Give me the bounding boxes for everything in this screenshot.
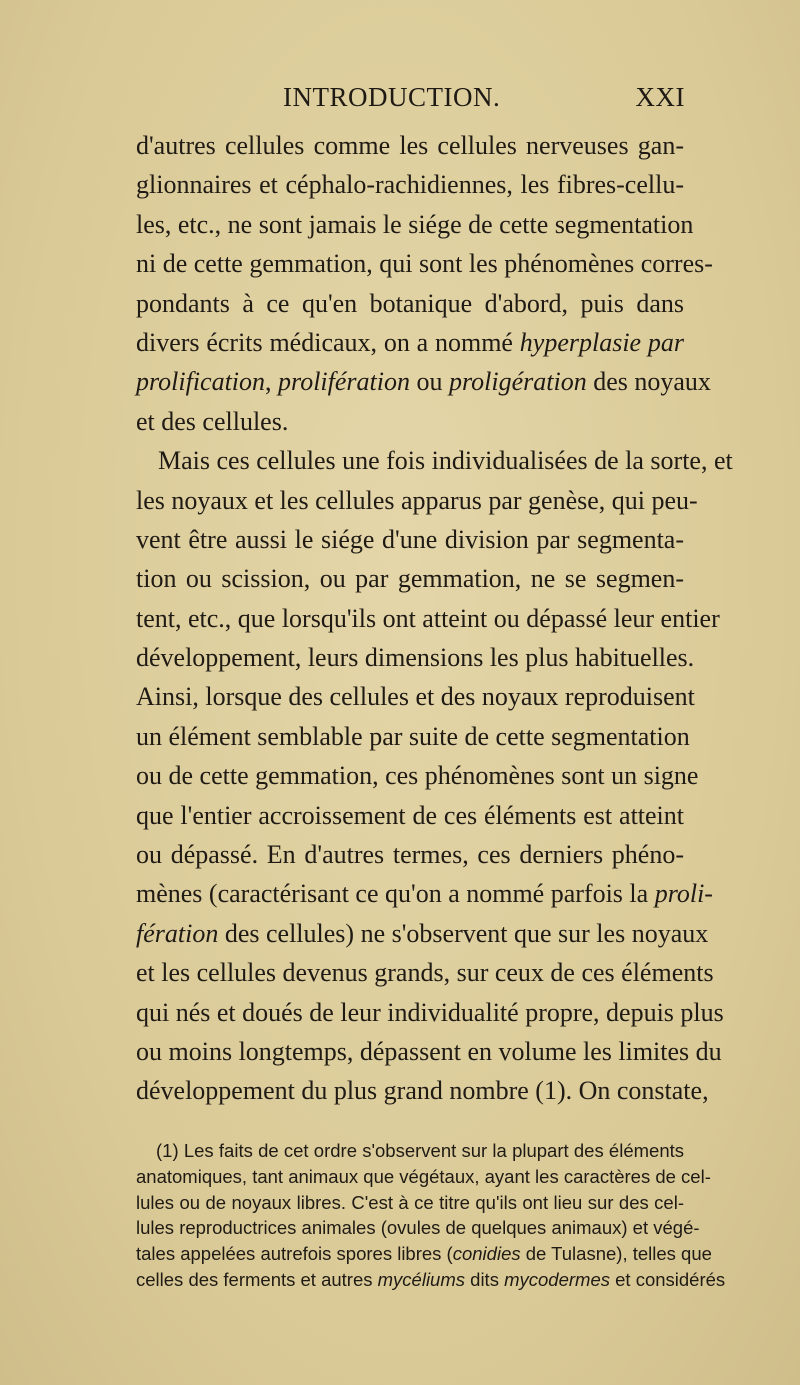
text-line [136, 323, 684, 362]
text-line: vent être aussi le siége d'une division par segmenta- [136, 524, 684, 554]
italic-term: mycodermes [504, 1268, 610, 1290]
footnote-line [136, 1267, 726, 1293]
footnote [136, 1138, 726, 1293]
footnote-line [136, 1241, 712, 1267]
text-run: celles des ferments et autres [136, 1268, 373, 1290]
text-run: tales appelées autrefois spores libres ( [136, 1243, 453, 1265]
text-run: et considérés [609, 1268, 726, 1290]
text-line [136, 874, 713, 913]
footnote-line: lules ou de noyaux libres. C'est à ce titre qu'ils ont lieu sur des cel- [136, 1191, 684, 1213]
text-line: tent, etc., que lorsqu'ils ont atteint ou dépassé leur entier [136, 603, 720, 633]
italic-term: prolification [136, 367, 266, 397]
text-line: et les cellules devenus grands, sur ceux de ces éléments [136, 958, 714, 988]
text-line: Mais ces cellules une fois individualisées de la sorte, et [158, 446, 733, 476]
text-line: ou de cette gemmation, ces phénomènes sont un signe [136, 761, 699, 791]
italic-term: hyperplasie par [519, 327, 685, 357]
footnote-line: anatomiques, tant animaux que végétaux, ayant les caractères de cel- [136, 1165, 711, 1187]
text-line: les noyaux et les cellules apparus par genèse, qui peu- [136, 485, 698, 515]
text-line [136, 914, 709, 953]
text-run: divers écrits médicaux, on a nommé [136, 327, 513, 357]
page-number: XXI [635, 82, 685, 112]
text-line: glionnaires et céphalo-rachidiennes, les fibres-cellu- [136, 170, 684, 200]
italic-term: mycéliums [377, 1268, 466, 1290]
page-header [283, 82, 685, 118]
text-line: ou dépassé. En d'autres termes, ces derniers phéno- [136, 840, 684, 870]
text-run: ou [409, 367, 449, 397]
running-title: INTRODUCTION. [283, 82, 501, 112]
text-line: les, etc., ne sont jamais le siége de cette segmentation [136, 209, 694, 239]
body-text [136, 126, 733, 1111]
text-line: un élément semblable par suite de cette segmentation [136, 721, 690, 751]
text-line: tion ou scission, ou par gemmation, ne se segmen- [136, 564, 684, 594]
footnote-line: (1) Les faits de cet ordre s'observent sur la plupart des éléments [156, 1140, 684, 1161]
text-line: et des cellules. [136, 406, 289, 436]
text-line: développement du plus grand nombre (1). On constate, [136, 1076, 709, 1106]
text-run: de Tulasne), telles que [520, 1243, 712, 1265]
italic-term: proligération [448, 367, 587, 397]
italic-term: fération [136, 918, 219, 948]
footnote-line: lules reproductrices animales (ovules de quelques animaux) et végé- [136, 1217, 700, 1239]
text-line: Ainsi, lorsque des cellules et des noyaux reproduisent [136, 682, 695, 712]
text-run: mènes (caractérisant ce qu'on a nommé parfois la [136, 879, 649, 909]
italic-term: conidies [452, 1243, 521, 1265]
text-run: dits [465, 1268, 505, 1290]
text-line: ou moins longtemps, dépassent en volume les limites du [136, 1036, 722, 1066]
text-run: des cellules) ne s'observent que sur les noyaux [218, 918, 709, 948]
italic-term: proli- [654, 879, 713, 909]
text-line: qui nés et doués de leur individualité propre, depuis plus [136, 997, 724, 1027]
text-run: , [265, 367, 279, 397]
text-line: ni de cette gemmation, qui sont les phénomènes corres- [136, 249, 713, 279]
text-run: des noyaux [586, 367, 711, 397]
text-line: développement, leurs dimensions les plus habituelles. [136, 643, 695, 673]
italic-term: prolifération [278, 367, 410, 397]
text-line [136, 362, 711, 401]
text-line: que l'entier accroissement de ces éléments est atteint [136, 800, 684, 830]
text-line: pondants à ce qu'en botanique d'abord, puis dans [136, 288, 684, 318]
text-line: d'autres cellules comme les cellules nerveuses gan- [136, 131, 684, 160]
